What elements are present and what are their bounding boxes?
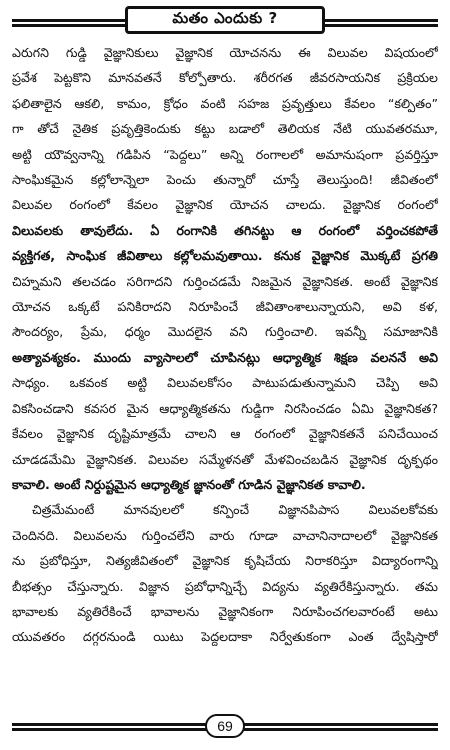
text-line: ప్రవేశ పెట్టకొని మానవతనే కోల్పోతారు. శరీరగత జీవరసాయనిక ప్రక్రియల <box>12 70 438 86</box>
page-footer <box>12 714 438 742</box>
text-line: అత్యావశ్యకం. ముందు వ్యాసాలలో చూపినట్లు ఆధ్యాత్మిక శిక్షణ వలననే అవి <box>12 349 438 365</box>
text-line: వికసించడాని కవసర మైన ఆధ్యాత్మికతను గుడ్డిగా నిరసించడం ఏమి వైజ్ఞానికత? <box>12 400 438 416</box>
text-line: కావాలి. అంటే నిర్దుష్టమైన ఆధ్యాత్మిక జ్ఞానంతో గూడిన వైజ్ఞానికత కావాలి. <box>12 476 366 492</box>
text-line: విలువలకు తావులేదు. ఏ రంగానికి తగినట్టు ఆ రంగంలో వర్తించకపోతే <box>12 222 438 238</box>
text-line: చిత్రమేమంటే మానవులలో కన్పించే విజ్ఞానపిపాస విలువలకోవకు <box>32 502 438 518</box>
text-line: చెందినది. విలువలను గుర్తించలేని వారు గూడా వాచానినాదాలలో వైజ్ఞానికత <box>12 527 438 543</box>
text-line: సౌందర్యం, ప్రేమ, ధర్మం మొదలైన వని గుర్తించాలి. ఇవన్నీ సమాజానికి <box>12 324 438 340</box>
text-line: అట్టి యౌవ్వనాన్ని గడిపిన “పెద్దలు” అన్ని రంగాలలో అమానుషంగా ప్రవర్తిస్తూ <box>12 146 438 162</box>
text-line: బీభత్సం చేస్తున్నారు. విజ్ఞాన ప్రబోధాన్నిచ్చే విద్యను వ్యతిరేకిస్తున్నారు. తమ <box>12 578 438 594</box>
text-line: యువతరం దగ్గరనుండి యిటు పెద్దలదాకా నిర్వేతుకంగా ఎంత ద్వేషిస్తారో <box>12 629 438 645</box>
text-line: సాంఘికమైన కల్లోలాన్నెలా పెంచు తున్నారో చూస్తే తెలుస్తుంది! జీవితంలో <box>12 172 438 188</box>
body-text <box>12 40 438 650</box>
text-line: సాధ్యం. ఒకవంక అట్టి విలువలకోసం పాటుపడుతున్నామని చెప్పి అవి <box>12 375 438 391</box>
text-line: వ్యక్తిగత, సాంఘిక జీవితాలు కల్లోలమవుతాయి. కనుక వైజ్ఞానిక మొక్కటే ప్రగతి <box>12 248 438 264</box>
text-line: ఎరుగని గుడ్డి వైజ్ఞానికులు వైజ్ఞానిక యోచనను ఈ విలువల విషయంలో <box>12 45 438 60</box>
text-line: భావాలకు వ్యతిరేకించే భావాలను వైజ్ఞానికంగా నిరూపించగలవారంటే అటు <box>12 603 438 619</box>
chapter-title: మతం ఎందుకు ? <box>125 6 325 34</box>
paragraph <box>12 40 438 497</box>
text-line: గా తోచే నైతిక ప్రవృత్తికెందుకు కట్టు బడాలో తెలియక నేటి యువతరమూ, <box>12 121 438 137</box>
text-line: చిహ్నమని తలచడం సరిగాదని గుర్తించడమే నిజమైన వైజ్ఞానికత. అంటే వైజ్ఞానిక <box>12 273 438 289</box>
text-line: విలువల రంగంలో కేవలం వైజ్ఞానిక యోచన చాలదు. వైజ్ఞానిక రంగంలో <box>12 197 438 213</box>
text-line: యోచన ఒక్కటే పనికిరాదని నిరూపించే జీవితాంశాలున్నాయని, అవి కళ, <box>12 299 438 315</box>
page-number: 69 <box>205 714 245 738</box>
paragraph <box>12 497 438 649</box>
text-line: ను ప్రబోధిస్తూ, నిత్యజీవితంలో వైజ్ఞానిక కృషిచేయ నిరాకరిస్తూ విద్యారంగాన్ని <box>12 553 438 569</box>
chapter-header <box>12 6 438 36</box>
text-line: కేవలం వైజ్ఞానిక దృష్టిమాత్రమే చాలని ఆ రంగంలో వైజ్ఞానికతనే పనిచేయించ <box>12 426 438 442</box>
text-line: చూడడమేమి వైజ్ఞానికత. విలువల సమ్మేళనతో మేళవించబడిన వైజ్ఞానిక దృక్పథం <box>12 451 438 467</box>
text-line: ఫలితాలైన ఆకలి, కామం, క్రోధం వంటి సహజ ప్రవృత్తులు కేవలం “కల్పితం” <box>12 95 438 111</box>
